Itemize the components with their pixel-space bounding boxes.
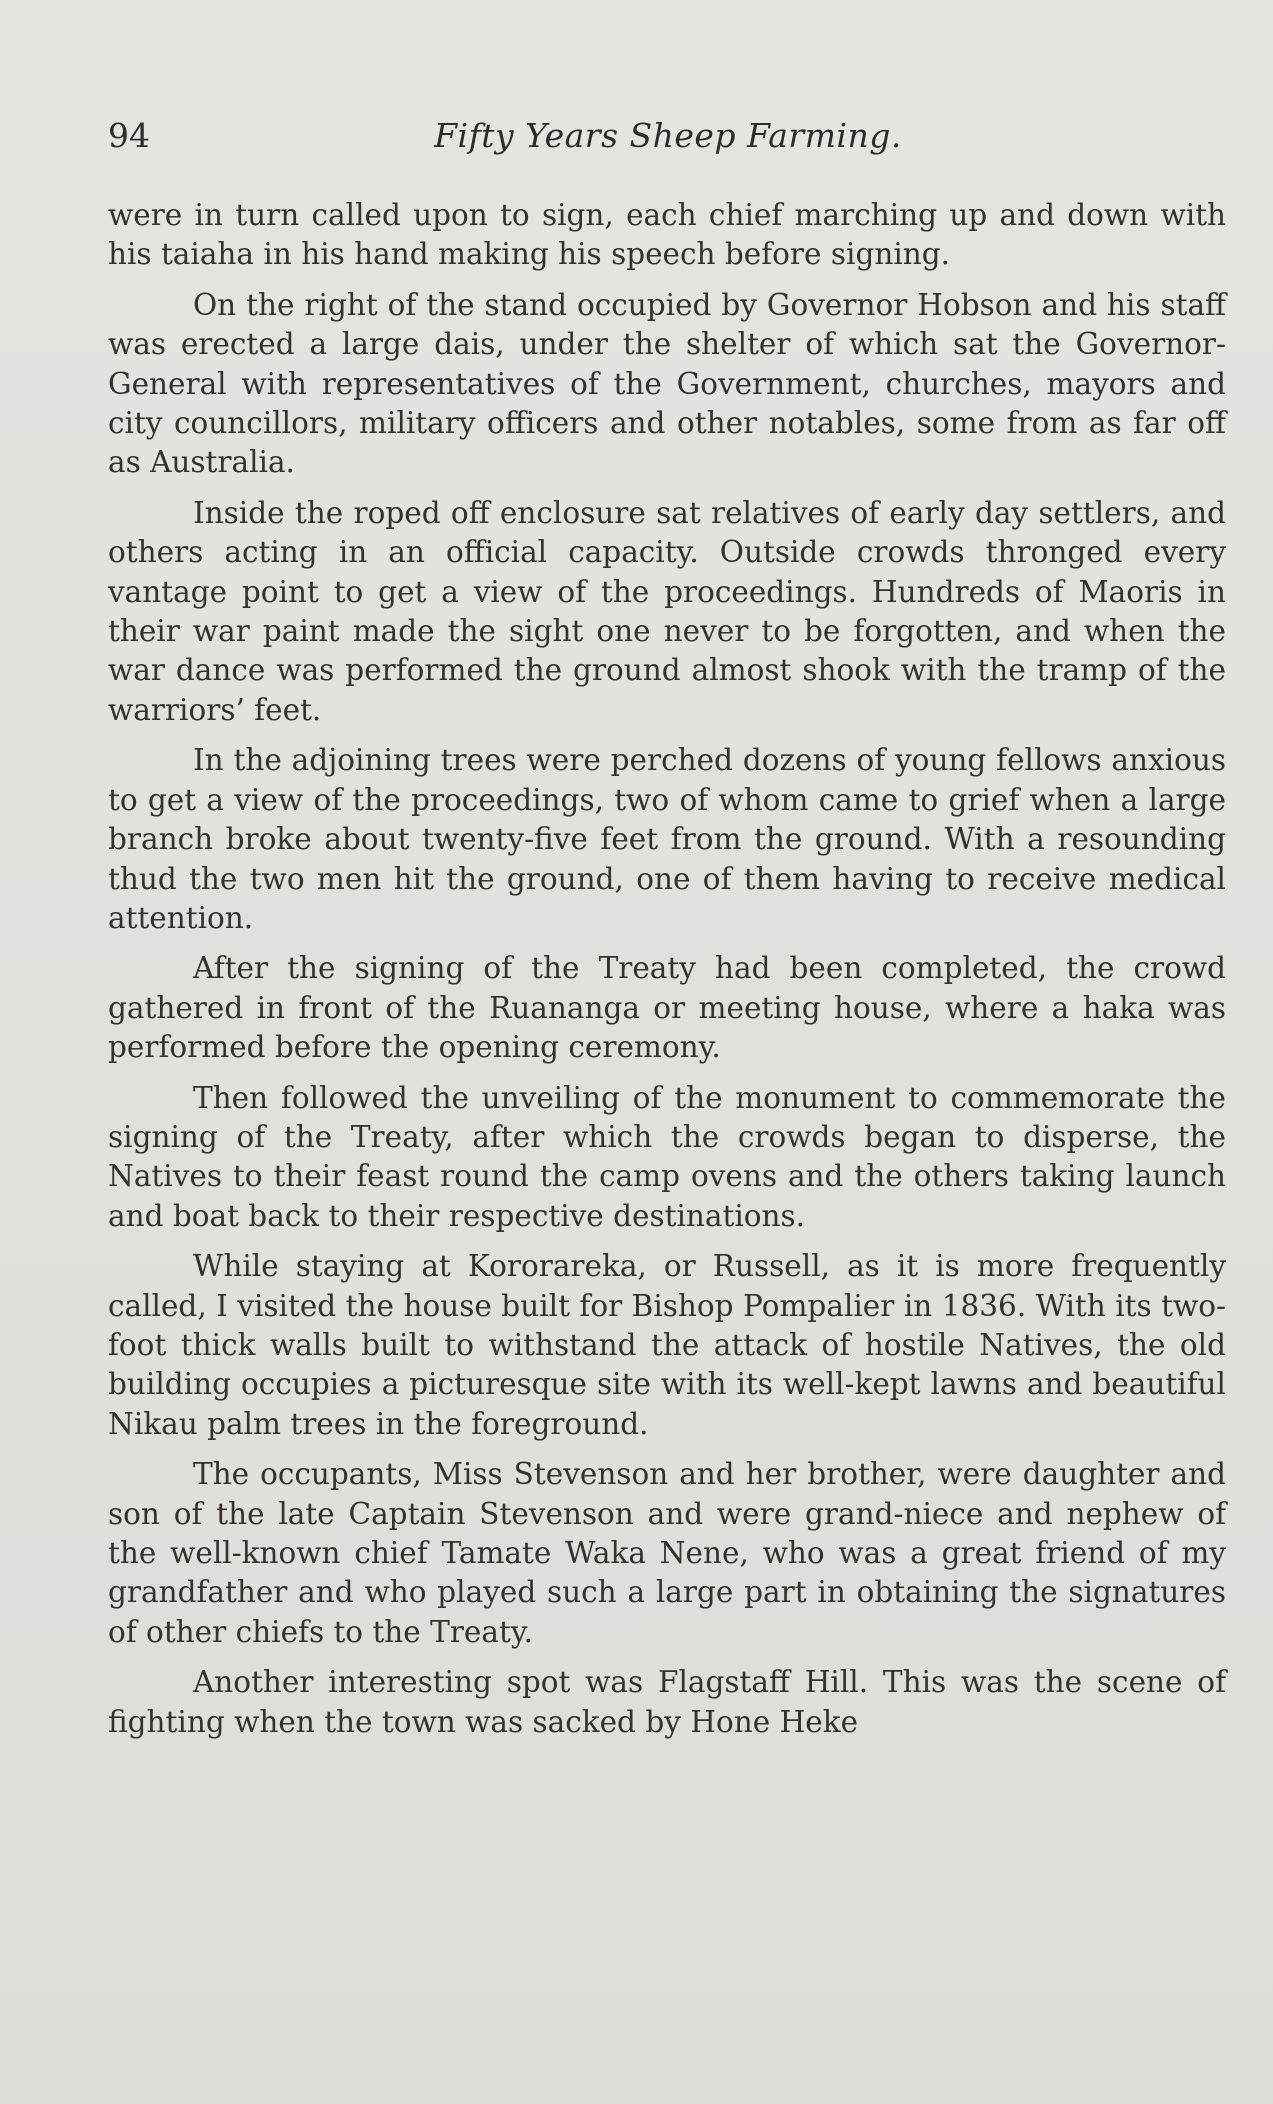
page-header <box>108 116 1228 168</box>
paragraph: were in turn called upon to sign, each chief marching up and down with his taiaha in his hand making his speech before signing. <box>108 198 1226 272</box>
paragraph: After the signing of the Treaty had been completed, the crowd gathered in front of the Ruananga or meeting house, where a haka was performed before the opening ceremony. <box>108 951 1226 1065</box>
paragraph: In the adjoining trees were perched dozens of young fellows anxious to get a view of the proceedings, two of whom came to grief when a large branch broke about twenty-five feet from the ground. With a resounding thud the two men hit the ground, one of them having to receive medical attention. <box>108 743 1226 935</box>
paragraph: Inside the roped off enclosure sat relatives of early day settlers, and others acting in an official capacity. Outside crowds thronged every vantage point to get a view of the proceedings. Hundreds of Maoris in their war paint made the sight one never to be forgotten, and when the war dance was performed the ground almost shook with the tramp of the warriors’ feet. <box>108 495 1226 727</box>
paragraph: Another interesting spot was Flagstaff Hill. This was the scene of fighting when the town was sacked by Hone Heke <box>108 1665 1226 1739</box>
paragraph: Then followed the unveiling of the monument to commemorate the signing of the Treaty, after which the crowds began to disperse, the Natives to their feast round the camp ovens and the others taking launch and boat back to their respective destinations. <box>108 1080 1226 1233</box>
paragraph: On the right of the stand occupied by Governor Hobson and his staff was erected a large dais, under the shelter of which sat the Governor-General with representatives of the Government, churches, mayors and city councillors, military officers and other notables, some from as far off as Australia. <box>108 287 1226 480</box>
body-text <box>108 196 1226 1753</box>
page-number: 94 <box>108 116 150 155</box>
running-title: Fifty Years Sheep Farming. <box>434 116 902 155</box>
paragraph: The occupants, Miss Stevenson and her brother, were daughter and son of the late Captain Stevenson and were grand-niece and nephew of the well-known chief Tamate Waka Nene, who was a great friend of my grandfather and who played such a large part in obtaining the signatures of other chiefs to the Treaty. <box>108 1457 1226 1649</box>
paragraph: While staying at Kororareka, or Russell, as it is more frequently called, I visited the house built for Bishop Pompalier in 1836. With its two-foot thick walls built to withstand the attack of hostile Natives, the old building occupies a picturesque site with its well-kept lawns and beautiful Nikau palm trees in the foreground. <box>108 1249 1226 1441</box>
